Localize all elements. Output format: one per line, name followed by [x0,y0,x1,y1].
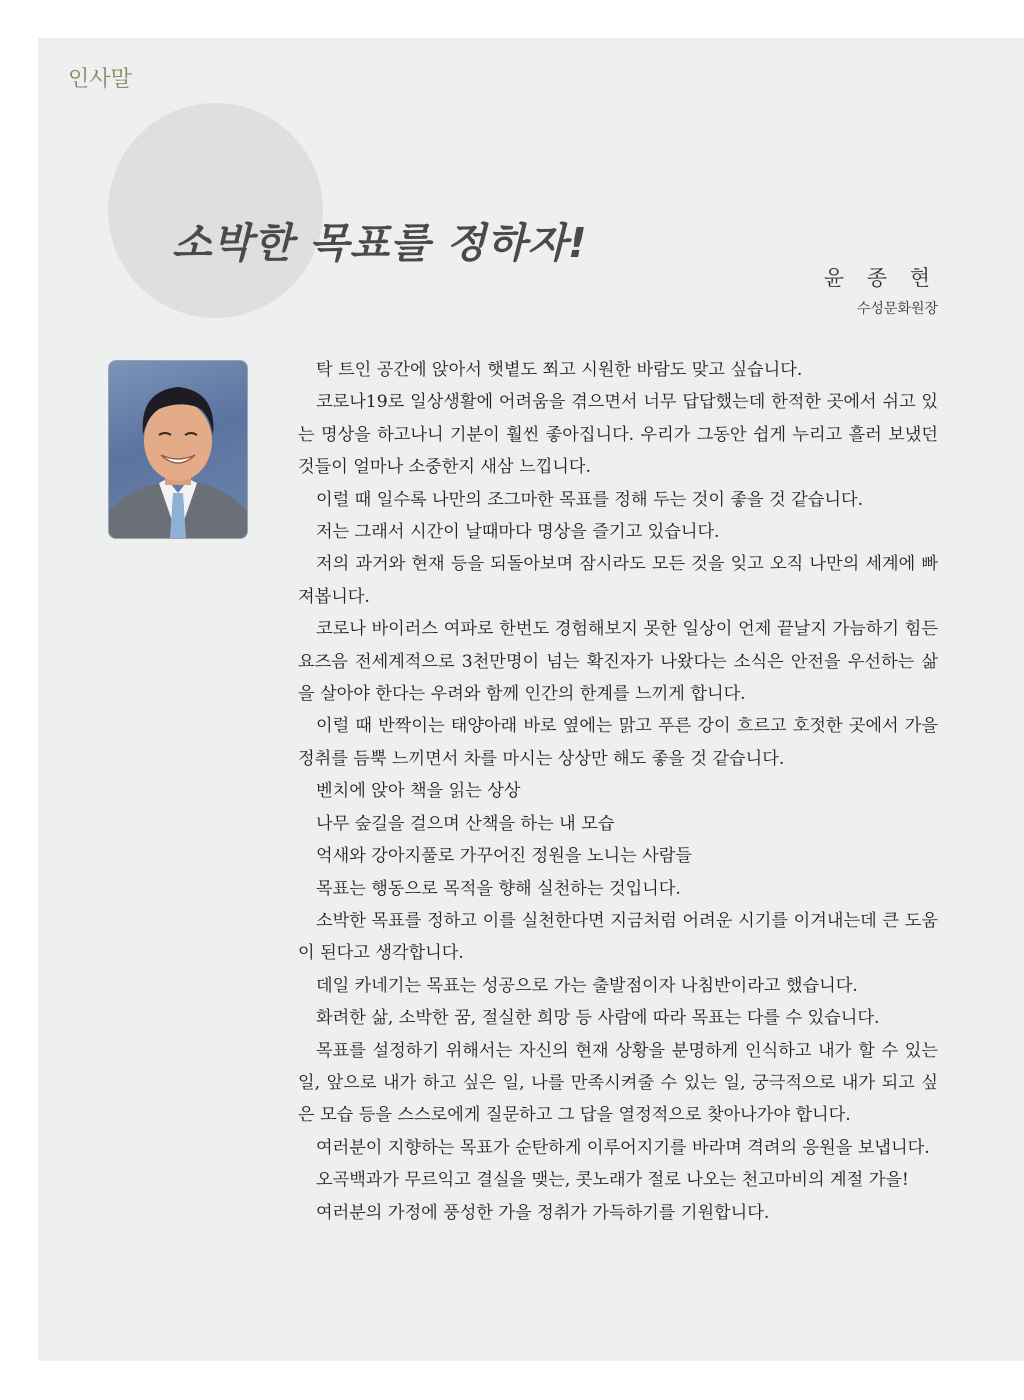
paragraph: 탁 트인 공간에 앉아서 햇볕도 쬐고 시원한 바람도 맞고 싶습니다. [316,360,803,380]
paragraph: 소박한 목표를 정하고 이를 실천한다면 지금처럼 어려운 시기를 이겨내는데 큰 도움이 된다고 생각합니다. [298,910,938,964]
paragraph: 저의 과거와 현재 등을 되돌아보며 잠시라도 모든 것을 잊고 오직 나만의 세계에 빠져봅니다. [298,554,938,607]
author-block [824,262,938,318]
paragraph: 코로나19로 일상생활에 어려움을 겪으면서 너무 답답했는데 한적한 곳에서 쉬고 있는 명상을 하고나니 기분이 훨씬 좋아집니다. 우리가 그동안 쉽게 누리고 흘러 보냈던 것들이 얼마나 소중한지 새삼 느낍니다. [298,392,938,478]
section-label: 인사말 [68,67,132,92]
paragraph: 오곡백과가 무르익고 결실을 맺는, 콧노래가 절로 나오는 천고마비의 계절 가을! [316,1170,909,1191]
page [38,38,1024,1361]
paragraph: 화려한 삶, 소박한 꿈, 절실한 희망 등 사람에 따라 목표는 다를 수 있습니다. [316,1008,880,1029]
paragraph: 목표는 행동으로 목적을 향해 실천하는 것입니다. [316,878,681,899]
page-title: 소박한 목표를 정하자! [172,219,588,267]
author-photo [108,360,248,539]
author-name: 윤 종 현 [823,266,938,290]
paragraph: 여러분이 지향하는 목표가 순탄하게 이루어지기를 바라며 격려의 응원을 보냅니다. [316,1137,930,1158]
paragraph: 나무 숲길을 걸으며 산책을 하는 내 모습 [316,813,615,834]
article-body [298,354,938,1229]
paragraph: 코로나 바이러스 여파로 한번도 경험해보지 못한 일상이 언제 끝날지 가늠하기 힘든 요즈음 전세계적으로 3천만명이 넘는 확진자가 나왔다는 소식은 안전을 우선하는 삶을 살아야 한다는 우려와 함께 인간의 한계를 느끼게 합니다. [298,619,938,705]
paragraph: 벤치에 앉아 책을 읽는 상상 [316,781,521,802]
paragraph: 저는 그래서 시간이 날때마다 명상을 즐기고 있습니다. [316,522,720,543]
author-role: 수성문화원장 [856,301,938,317]
paragraph: 이럴 때 반짝이는 태양아래 바로 옆에는 맑고 푸른 강이 흐르고 호젓한 곳에서 가을 정취를 듬뿍 느끼면서 차를 마시는 상상만 해도 좋을 것 같습니다. [298,716,938,769]
paragraph: 목표를 설정하기 위해서는 자신의 현재 상황을 분명하게 인식하고 내가 할 수 있는 일, 앞으로 내가 하고 싶은 일, 나를 만족시켜줄 수 있는 일, 궁극적으로 내가 되고 싶은 모습 등을 스스로에게 질문하고 그 답을 열정적으로 찾아나가야 합니다. [298,1040,938,1126]
paragraph: 여러분의 가정에 풍성한 가을 정취가 가득하기를 기원합니다. [316,1202,770,1223]
paragraph: 데일 카네기는 목표는 성공으로 가는 출발점이자 나침반이라고 했습니다. [316,975,858,996]
paragraph: 억새와 강아지풀로 가꾸어진 정원을 노니는 사람들 [316,846,692,867]
paragraph: 이럴 때 일수록 나만의 조그마한 목표를 정해 두는 것이 좋을 것 같습니다. [316,489,864,510]
